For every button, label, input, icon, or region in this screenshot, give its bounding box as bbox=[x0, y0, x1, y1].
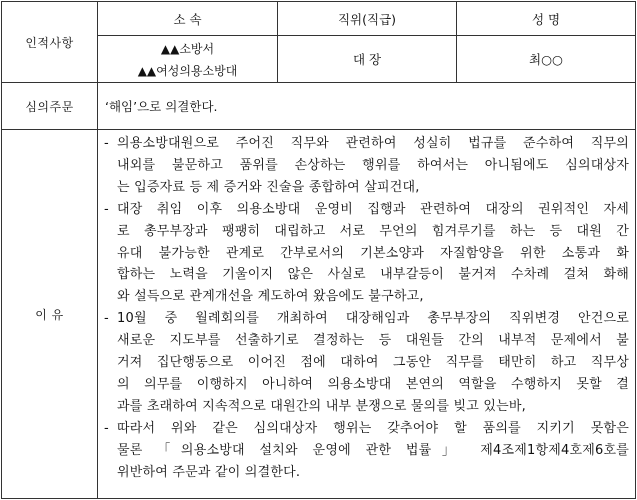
affiliation-unit: ▲▲여성의용소방대 bbox=[137, 63, 238, 78]
reason-line-text: 는 입증자료 등 제 증거와 진술을 종합하여 살피건대, bbox=[117, 179, 420, 195]
reason-label: 이 유 bbox=[2, 130, 98, 499]
reason-line bbox=[104, 133, 629, 155]
reason-line-text: 합하는 노력을 기울이지 않은 사실로 내부갈등이 불거져 수차례 걸쳐 화해 bbox=[117, 267, 629, 283]
indent bbox=[104, 396, 117, 418]
reason-list bbox=[104, 133, 629, 484]
reason-line-text: 의용소방대원으로 주어진 직무와 관련하여 성실히 법규를 준수하여 직무의 bbox=[117, 136, 629, 151]
reason-line-text: 새로운 지도부를 선출하기로 결정하는 등 대원들 간의 내부적 문제에서 불 bbox=[117, 333, 629, 349]
personal-info-label: 인적사항 bbox=[2, 2, 98, 83]
reason-line bbox=[104, 264, 629, 286]
reason-line bbox=[104, 177, 629, 199]
reason-line-text: 의 의무를 이행하지 아니하여 의용소방대 본연의 역할을 수행하지 못할 결 bbox=[117, 376, 629, 392]
position-value: 대 장 bbox=[278, 36, 457, 83]
reason-line bbox=[104, 462, 629, 484]
reason-line bbox=[104, 352, 629, 374]
indent bbox=[104, 352, 117, 374]
name-value: 최○○ bbox=[457, 36, 636, 83]
reason-line-text: 10월 중 월례회의를 개최하여 대장해임과 총무부장의 직위변경 안건으로 bbox=[117, 311, 629, 327]
reason-item bbox=[104, 308, 629, 418]
indent bbox=[104, 243, 117, 265]
reason-line bbox=[104, 418, 629, 440]
indent bbox=[104, 440, 117, 462]
reason-line-text: 대장 취임 이후 의용소방대 운영비 집행과 관련하여 대장의 권위적인 자세 bbox=[117, 201, 629, 217]
affiliation-cell bbox=[98, 36, 278, 83]
indent bbox=[104, 177, 117, 199]
reason-line bbox=[104, 440, 629, 462]
reason-line-text: 로 총무부장과 팽팽히 대립하고 서로 무언의 힘겨루기를 하는 등 대원 간 bbox=[117, 223, 629, 239]
reason-line bbox=[104, 243, 629, 265]
reason-line bbox=[104, 374, 629, 396]
indent bbox=[104, 330, 117, 352]
name-header: 성 명 bbox=[457, 2, 636, 36]
reason-line-text: 위반하여 주문과 같이 의결한다. bbox=[117, 464, 301, 480]
reason-line-text: 과를 초래하여 지속적으로 대원간의 내부 분쟁으로 물의를 빚고 있는바, bbox=[117, 398, 526, 414]
reason-item bbox=[104, 418, 629, 484]
indent bbox=[104, 286, 117, 308]
indent bbox=[104, 264, 117, 286]
reason-line bbox=[104, 155, 629, 177]
reason-line bbox=[104, 221, 629, 243]
reason-body bbox=[98, 130, 636, 499]
position-header: 직위(직급) bbox=[278, 2, 457, 36]
reason-line-text: 와 설득으로 관계개선을 계도하여 왔음에도 불구하고, bbox=[117, 289, 424, 305]
reason-line bbox=[104, 308, 629, 330]
indent bbox=[104, 374, 117, 396]
reason-line bbox=[104, 286, 629, 308]
ruling-label: 심의주문 bbox=[2, 83, 98, 130]
reason-line-text: 물론 「의용소방대 설치와 운영에 관한 법률」 제4조제1항제4호제6호를 bbox=[117, 442, 629, 458]
reason-line bbox=[104, 199, 629, 221]
reason-item bbox=[104, 199, 629, 309]
bullet-dash: - bbox=[104, 136, 109, 151]
indent bbox=[104, 462, 117, 484]
bullet-dash: - bbox=[104, 311, 109, 327]
bullet-dash: - bbox=[104, 201, 109, 217]
reason-line-text: 내외를 불문하고 품위를 손상하는 행위를 하여서는 아니됨에도 심의대상자 bbox=[117, 157, 629, 173]
disciplinary-decision-table bbox=[1, 1, 636, 499]
reason-item bbox=[104, 133, 629, 199]
reason-line-text: 따라서 위와 같은 심의대상자 행위는 갖추어야 할 품의를 지키기 못함은 bbox=[117, 420, 629, 436]
reason-line-text: 유대 불가능한 관계로 간부로서의 기본소양과 자질함양을 위한 소통과 화 bbox=[117, 245, 629, 261]
indent bbox=[104, 155, 117, 177]
ruling-text: ‘해임’으로 의결한다. bbox=[98, 83, 636, 130]
affiliation-header: 소 속 bbox=[98, 2, 278, 36]
reason-line-text: 거져 집단행동으로 이어진 점에 대하여 그동안 직무를 태만히 하고 직무상 bbox=[117, 355, 629, 371]
indent bbox=[104, 221, 117, 243]
reason-line bbox=[104, 396, 629, 418]
affiliation-station: ▲▲소방서 bbox=[160, 41, 215, 56]
reason-line bbox=[104, 330, 629, 352]
bullet-dash: - bbox=[104, 420, 109, 436]
